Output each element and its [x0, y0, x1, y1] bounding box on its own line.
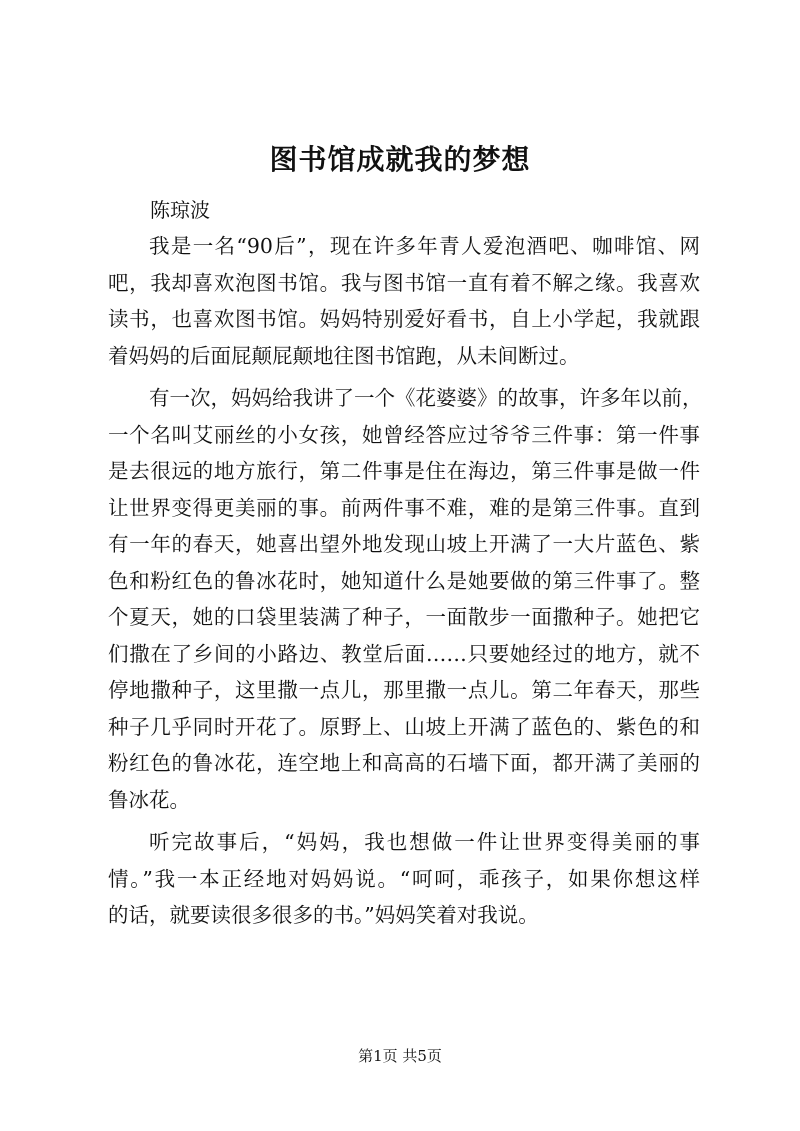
paragraph-line: 有一年的春天，她喜出望外地发现山坡上开满了一大片蓝色、紫 — [108, 532, 700, 556]
paragraph-2 — [108, 380, 703, 818]
paragraph-line: 我是一名“90后”，现在许多年青人爱泡酒吧、咖啡馆、网 — [149, 234, 700, 258]
paragraph-line: 鲁冰花。 — [108, 787, 190, 812]
paragraph-line: 吧，我却喜欢泡图书馆。我与图书馆一直有着不解之缘。我喜欢 — [108, 270, 700, 295]
paragraph-line: 听完故事后，“妈妈，我也想做一件让世界变得美丽的事 — [149, 830, 700, 854]
paragraph-line: 着妈妈的后面屁颠屁颠地往图书馆跑，从未间断过。 — [108, 343, 580, 368]
paragraph-line: 有一次，妈妈给我讲了一个《花婆婆》的故事，许多年以前， — [149, 386, 703, 410]
paragraph-line: 粉红色的鲁冰花，连空地上和高高的石墙下面，都开满了美丽的 — [108, 751, 700, 775]
paragraph-line: 是去很远的地方旅行，第二件事是住在海边，第三件事是做一件 — [108, 459, 700, 483]
paragraph-line: 色和粉红色的鲁冰花时，她知道什么是她要做的第三件事了。整 — [108, 568, 700, 593]
paragraph-line: 让世界变得更美丽的事。前两件事不难，难的是第三件事。直到 — [108, 495, 700, 520]
paragraph-line: 停地撒种子，这里撒一点儿，那里撒一点儿。第二年春天，那些 — [108, 678, 700, 702]
paragraph-line: 一个名叫艾丽丝的小女孩，她曾经答应过爷爷三件事：第一件事 — [108, 422, 700, 447]
paragraph-line: 情。”我一本正经地对妈妈说。“呵呵，乖孩子，如果你想这样 — [108, 866, 700, 891]
paragraph-line: 们撒在了乡间的小路边、教堂后面……只要她经过的地方，就不 — [108, 641, 700, 666]
page-footer: 第1页 共5页 — [358, 1047, 442, 1065]
paragraph-line: 种子几乎同时开花了。原野上、山坡上开满了蓝色的、紫色的和 — [108, 714, 700, 739]
document-title: 图书馆成就我的梦想 — [269, 143, 531, 176]
paragraph-line: 的话，就要读很多很多的书。”妈妈笑着对我说。 — [108, 903, 539, 927]
paragraph-1 — [108, 228, 700, 374]
document-body — [108, 228, 703, 934]
author-name: 陈琼波 — [150, 198, 210, 222]
paragraph-3 — [108, 824, 700, 934]
paragraph-line: 读书，也喜欢图书馆。妈妈特别爱好看书，自上小学起，我就跟 — [108, 307, 700, 331]
paragraph-line: 个夏天，她的口袋里装满了种子，一面散步一面撒种子。她把它 — [108, 605, 700, 629]
